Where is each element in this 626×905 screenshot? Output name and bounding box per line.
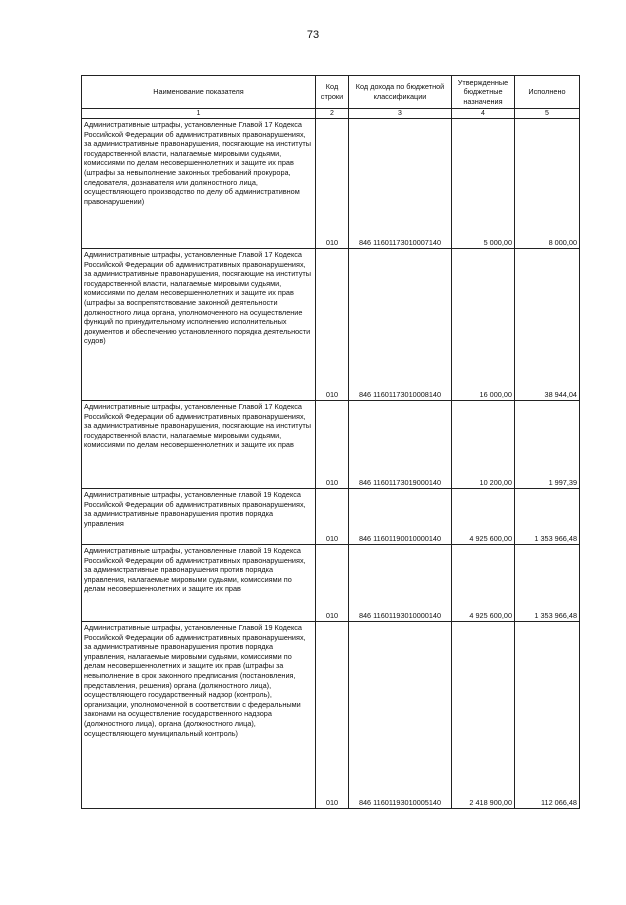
approved-amount: 10 200,00: [452, 401, 515, 489]
table-row: [82, 249, 580, 401]
approved-amount: 5 000,00: [452, 119, 515, 249]
executed-amount: 38 944,04: [515, 249, 580, 401]
indicator-name: Административные штрафы, установленные Главой 19 Кодекса Российской Федерации об административных правонарушениях, за административные правонарушения против порядка управления, налагаемые мировыми судьями, комиссиями по делам несовершеннолетних и защите их прав (штрафы за невыполнение в срок законного предписания (постановления, представления, решения) органа (должностного лица), осуществляющего государственный надзор (контроль), организации, уполномоченной в соответствии с федеральными законами на осуществление государственного надзора (должностного лица), органа (должностного лица), осуществляющего муниципальный контроль): [82, 622, 316, 809]
table-row: [82, 489, 580, 545]
executed-amount: 1 353 966,48: [515, 545, 580, 622]
table-row: [82, 119, 580, 249]
table-row: [82, 545, 580, 622]
executed-amount: 112 066,48: [515, 622, 580, 809]
line-code: 010: [316, 401, 349, 489]
header-executed: Исполнено: [515, 76, 580, 109]
income-code: 846 11601190010000140: [349, 489, 452, 545]
header-row: [82, 76, 580, 109]
approved-amount: 2 418 900,00: [452, 622, 515, 809]
executed-amount: 1 353 966,48: [515, 489, 580, 545]
indicator-name: Административные штрафы, установленные Главой 17 Кодекса Российской Федерации об административных правонарушениях, за административные правонарушения, посягающие на институты государственной власти, налагаемые мировыми судьями, комиссиями по делам несовершеннолетних и защите их прав (штрафы за воспрепятствование законной деятельности должностного лица органа, уполномоченного на осуществление функций по принудительному исполнению исполнительных документов и обеспечению установленного порядка деятельности судов): [82, 249, 316, 401]
income-code: 846 11601173010008140: [349, 249, 452, 401]
indicator-name: Административные штрафы, установленные Главой 17 Кодекса Российской Федерации об административных правонарушениях, за административные правонарушения, посягающие на институты государственной власти, налагаемые мировыми судьями, комиссиями по делам несовершеннолетних и защите их прав: [82, 401, 316, 489]
indicator-name: Административные штрафы, установленные главой 19 Кодекса Российской Федерации об административных правонарушениях, за административные правонарушения против порядка управления: [82, 489, 316, 545]
column-number: 1: [82, 109, 316, 119]
line-code: 010: [316, 119, 349, 249]
executed-amount: 1 997,39: [515, 401, 580, 489]
income-code: 846 11601193010000140: [349, 545, 452, 622]
header-income-code: Код дохода по бюджетной классификации: [349, 76, 452, 109]
budget-execution-table: [81, 75, 580, 809]
approved-amount: 4 925 600,00: [452, 489, 515, 545]
header-indicator-name: Наименование показателя: [82, 76, 316, 109]
income-code: 846 11601173019000140: [349, 401, 452, 489]
line-code: 010: [316, 249, 349, 401]
executed-amount: 8 000,00: [515, 119, 580, 249]
page-number: 73: [306, 29, 320, 41]
line-code: 010: [316, 622, 349, 809]
column-number: 4: [452, 109, 515, 119]
header-approved: Утвержденные бюджетные назначения: [452, 76, 515, 109]
column-number: 5: [515, 109, 580, 119]
column-number: 2: [316, 109, 349, 119]
line-code: 010: [316, 489, 349, 545]
column-number-row: [82, 109, 580, 119]
header-line-code: Код строки: [316, 76, 349, 109]
table-row: [82, 622, 580, 809]
table-row: [82, 401, 580, 489]
income-code: 846 11601193010005140: [349, 622, 452, 809]
line-code: 010: [316, 545, 349, 622]
column-number: 3: [349, 109, 452, 119]
income-code: 846 11601173010007140: [349, 119, 452, 249]
indicator-name: Административные штрафы, установленные Главой 17 Кодекса Российской Федерации об административных правонарушениях, за административные правонарушения, посягающие на институты государственной власти, налагаемые мировыми судьями, комиссиями по делам несовершеннолетних и защите их прав (штрафы за невыполнение законных требований прокурора, следователя, дознавателя или должностного лица, осуществляющего производство по делу об административном правонарушении): [82, 119, 316, 249]
approved-amount: 16 000,00: [452, 249, 515, 401]
approved-amount: 4 925 600,00: [452, 545, 515, 622]
indicator-name: Административные штрафы, установленные главой 19 Кодекса Российской Федерации об административных правонарушениях, за административные правонарушения против порядка управления, налагаемые мировыми судьями, комиссиями по делам несовершеннолетних и защите их прав: [82, 545, 316, 622]
